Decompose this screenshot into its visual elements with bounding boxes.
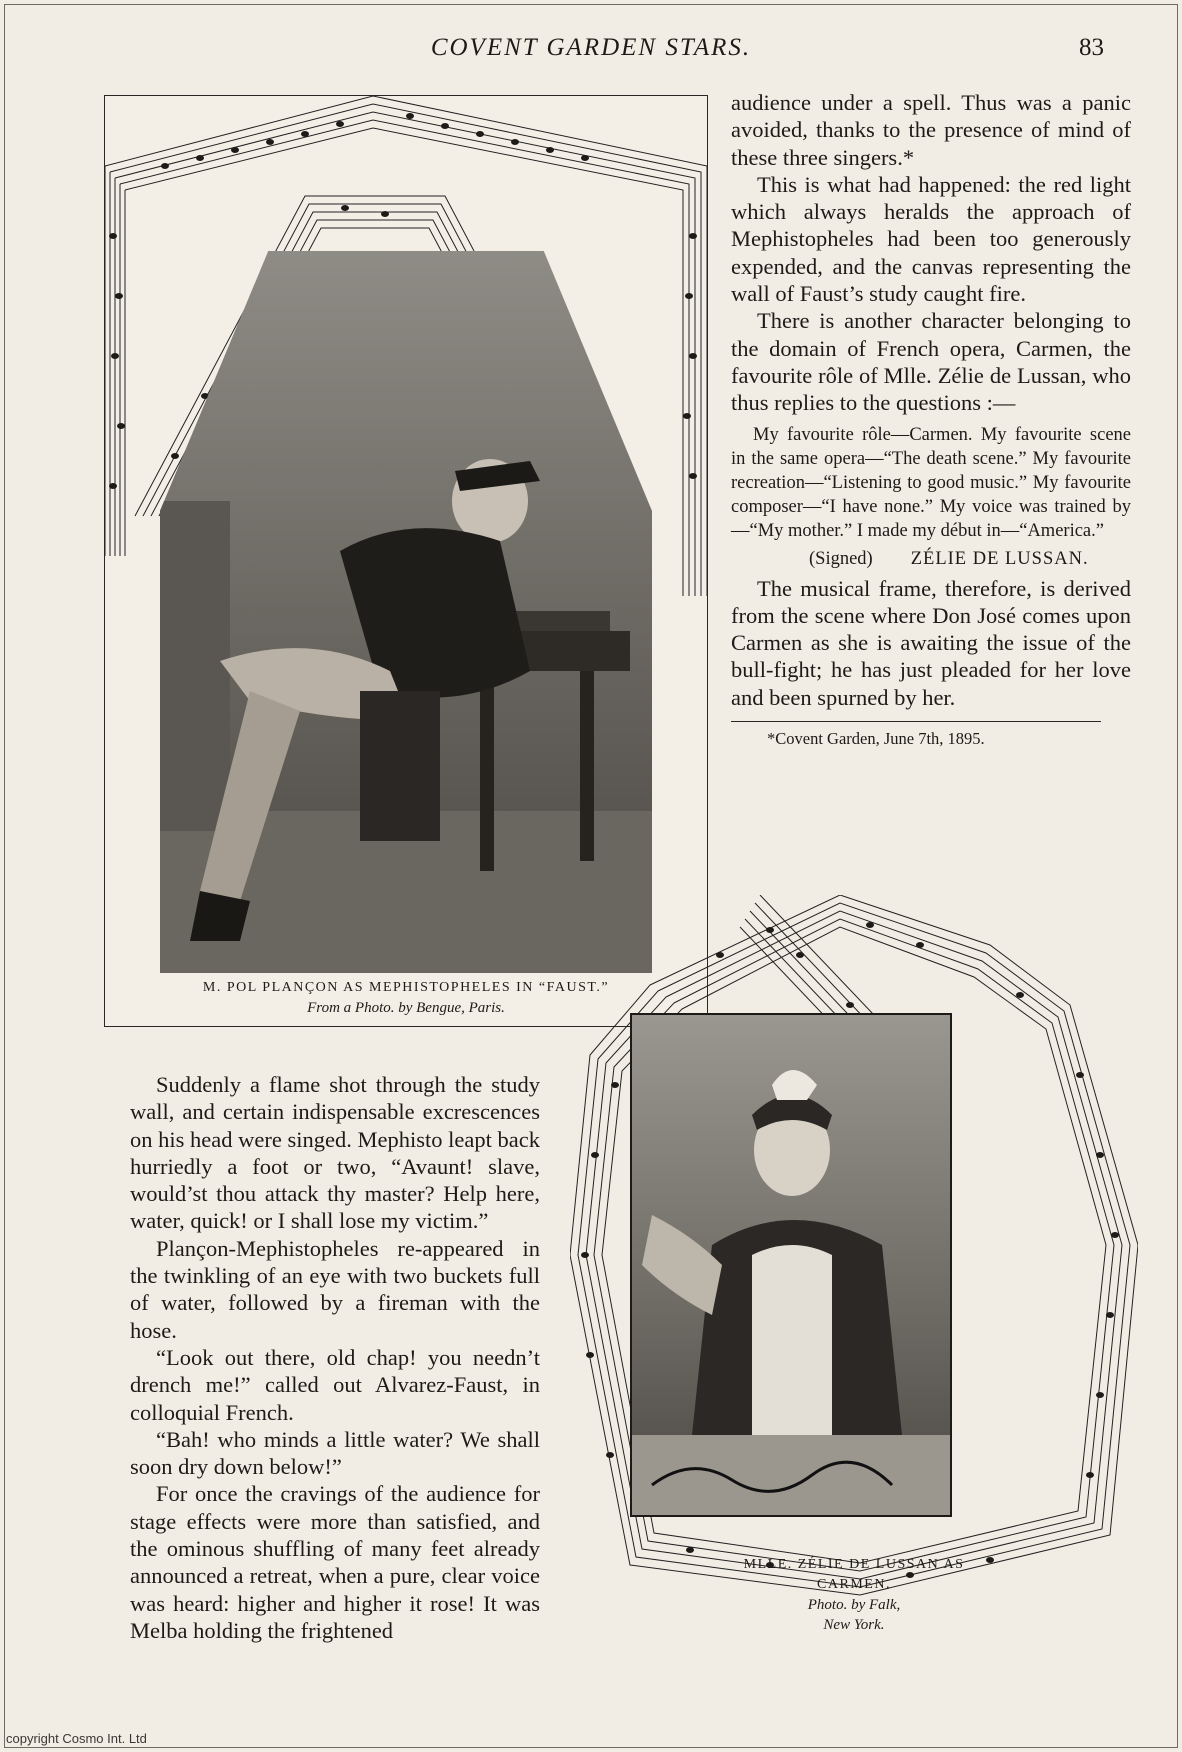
carmen-figure [632,1015,950,1515]
caption-credit: From a Photo. by Bengue, Paris. [307,1000,505,1016]
caption-credit-line2: New York. [823,1617,885,1633]
caption-credit-line1: Photo. by Falk, [807,1597,901,1613]
caption-main-line1: MLLE. ZÉLIE DE LUSSAN AS [743,1557,965,1572]
copyright-notice: copyright Cosmo Int. Ltd [6,1731,147,1746]
quote-text: My favourite rôle—Carmen. My favourite scene in the same opera—“The death scene.” My favourite recreation—“Listening to good music.” My favourite composer—“I have none.” My voice was trained by—“My mother.” I made my début in—“America.” [731,424,1131,541]
running-head: COVENT GARDEN STARS. [430,34,752,61]
photo-de-lussan [630,1013,952,1517]
paragraph: There is another character belonging to the domain of French opera, Carmen, the favourite rôle of Mlle. Zélie de Lussan, who thus replies to the questions :— [731,308,1131,416]
paragraph: Suddenly a flame shot through the study wall, and certain indispensable excrescences on his head were singed. Mephisto leapt back hurriedly a foot or two, “Avaunt! slave, would’st thou attack thy master? Help here, water, quick! or I shall lose my victim.” [130,1072,540,1234]
questionnaire-quote [731,423,1131,543]
paragraph: “Bah! who minds a little water? We shall soon dry down below!” [130,1426,540,1480]
paragraph: Plançon-Mephistopheles re-appeared in the twinkling of an eye with two buckets full of water, followed by a fireman with the hose. [130,1235,540,1343]
figure-plancon [104,95,708,1027]
figure-de-lussan [570,895,1138,1675]
caption-main-line2: CARMEN. [817,1577,891,1592]
paragraph: The musical frame, therefore, is derived from the scene where Don José comes upon Carmen as she is awaiting the issue of the bull-fight; he has just pleaded for her love and been spurned by her. [731,575,1131,710]
footnote [767,728,1131,750]
paragraph: For once the cravings of the audience for stage effects were more than satisfied, and the ominous shuffling of many feet already announced a retreat, when a pure, clear voice was heard: higher and higher it rose! It was Melba holding the frightened [130,1481,540,1643]
footnote-rule [731,721,1101,722]
page-header [0,34,1182,68]
caption-de-lussan [570,1555,1138,1635]
page-number: 83 [1079,34,1104,61]
signed-name: ZÉLIE DE LUSSAN. [910,548,1089,569]
paragraph: audience under a spell. Thus was a panic avoided, thanks to the presence of mind of these three singers.* [731,90,1131,170]
right-column [731,89,1131,750]
mephistopheles-figure [160,251,652,973]
signature-line [731,547,1131,571]
caption-main: M. POL PLANÇON AS MEPHISTOPHELES IN “FAUST.” [202,980,610,995]
paragraph: This is what had happened: the red light which always heralds the approach of Mephistopheles had been too generously expended, and the canvas representing the wall of Faust’s study caught fire. [731,171,1131,307]
photo-plancon [160,251,652,973]
left-column [130,1071,540,1644]
paragraph: “Look out there, old chap! you needn’t drench me!” called out Alvarez-Faust, in colloquial French. [130,1344,540,1425]
footnote-text: *Covent Garden, June 7th, 1895. [767,729,985,749]
signed-label: (Signed) [809,548,873,569]
